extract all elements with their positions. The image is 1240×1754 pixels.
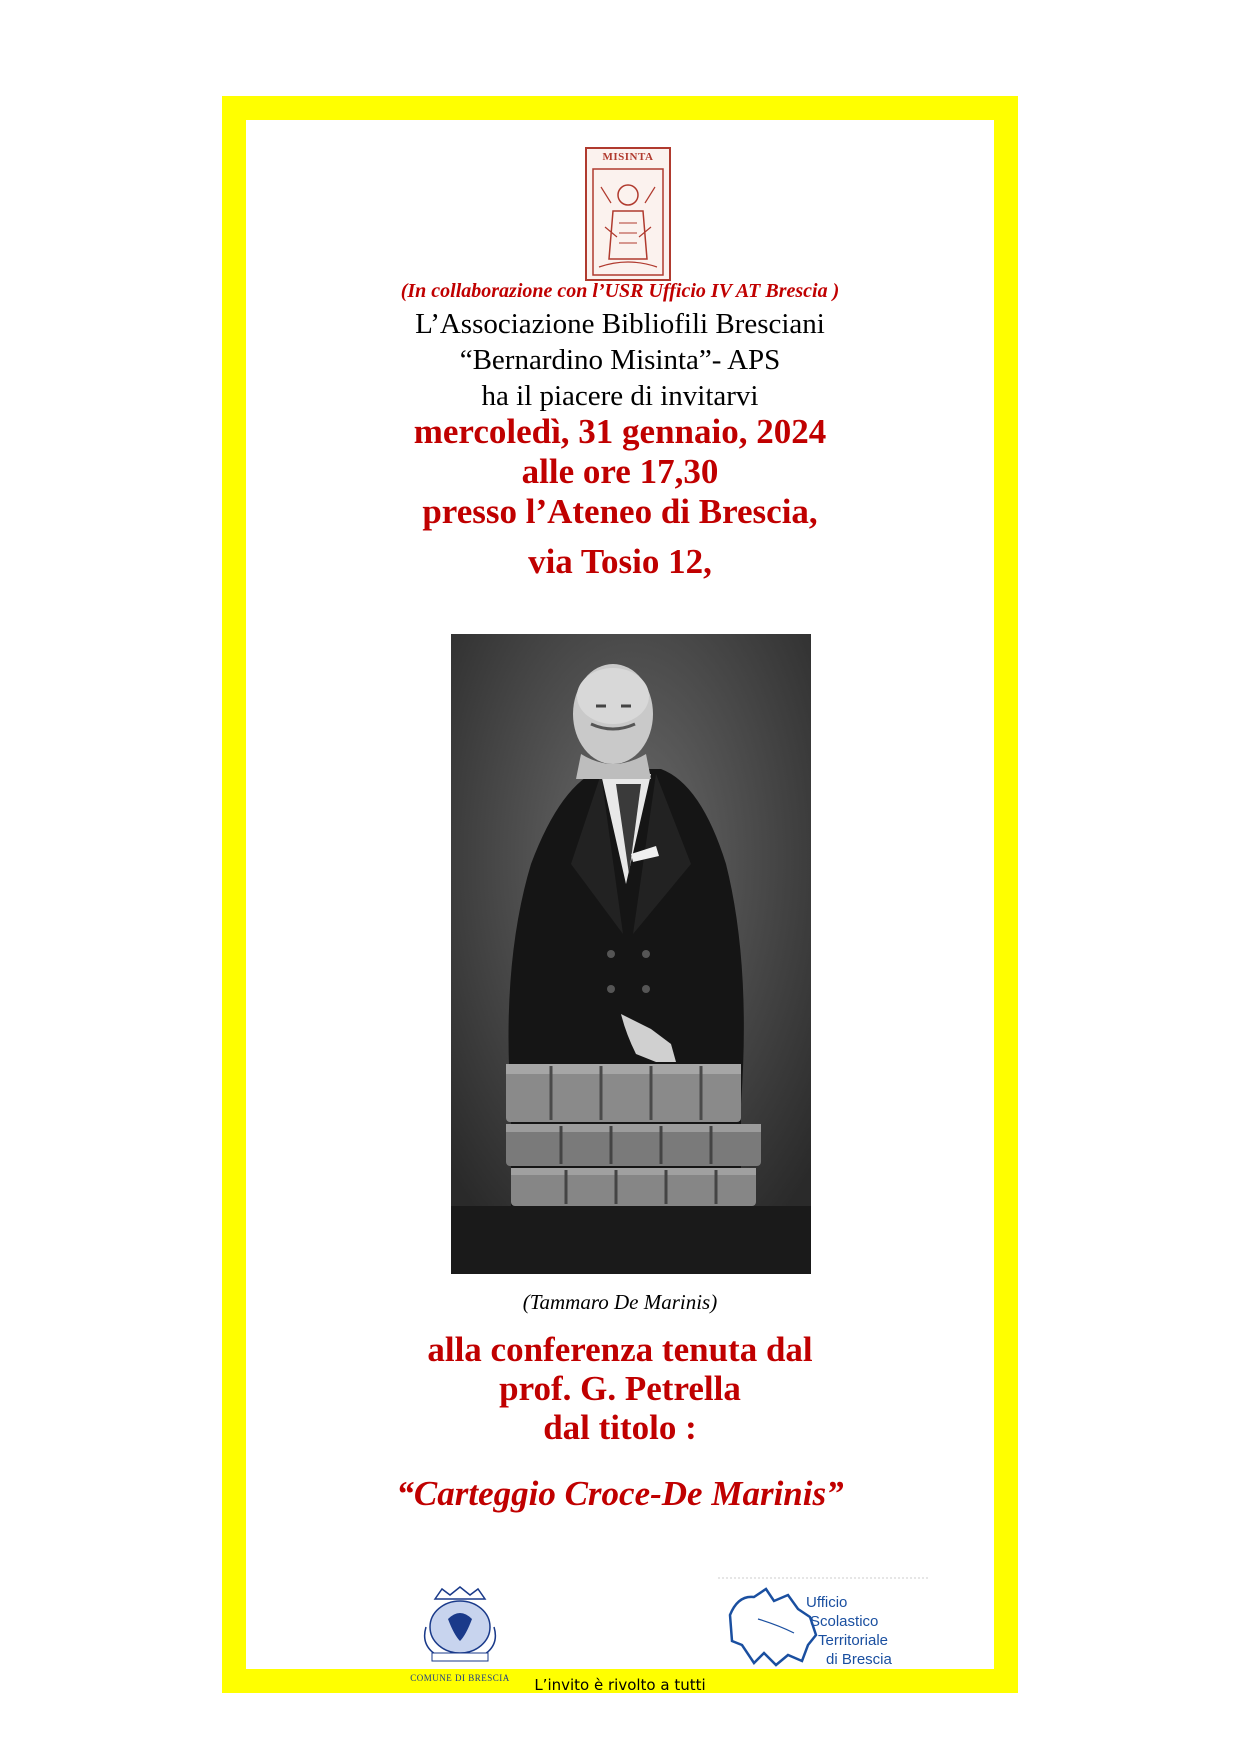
- ust-line-1: Ufficio: [806, 1594, 848, 1611]
- portrait-photo: [451, 634, 811, 1274]
- footer-note: L’invito è rivolto a tutti: [534, 1676, 706, 1694]
- portrait-illustration: [451, 634, 811, 1274]
- association-line-1: L’Associazione Bibliofili Bresciani: [415, 308, 825, 340]
- comune-di-brescia-logo: [380, 1583, 540, 1683]
- comune-crest-icon: [380, 1583, 540, 1673]
- misinta-logo: [585, 147, 671, 281]
- event-venue: presso l’Ateneo di Brescia,: [422, 492, 818, 531]
- event-date: mercoledì, 31 gennaio, 2024: [413, 412, 827, 451]
- ust-label: [806, 1593, 892, 1669]
- conference-line-2: prof. G. Petrella: [499, 1369, 741, 1408]
- misinta-logo-title: MISINTA: [602, 151, 654, 163]
- ufficio-scolastico-logo: [718, 1575, 934, 1675]
- association-line-3: ha il piacere di invitarvi: [481, 380, 759, 412]
- ust-line-2: Scolastico: [810, 1613, 879, 1630]
- misinta-woodcut-icon: [591, 167, 665, 277]
- association-line-2: “Bernardino Misinta”- APS: [459, 344, 781, 376]
- yellow-frame: [222, 96, 1018, 1693]
- conference-title: “Carteggio Croce-De Marinis”: [396, 1474, 844, 1513]
- photo-caption: (Tammaro De Marinis): [522, 1290, 718, 1314]
- ust-line-3: Territoriale: [818, 1632, 889, 1649]
- conference-line-1: alla conferenza tenuta dal: [427, 1330, 813, 1369]
- comune-label: COMUNE DI BRESCIA: [410, 1673, 510, 1683]
- collaboration-note: (In collaborazione con l’USR Ufficio IV AT Brescia ): [400, 280, 840, 302]
- event-time: alle ore 17,30: [521, 452, 719, 491]
- invitation-card: [246, 120, 994, 1683]
- ust-line-4: di Brescia: [826, 1651, 892, 1668]
- event-address: via Tosio 12,: [528, 542, 712, 581]
- conference-line-3: dal titolo :: [543, 1408, 697, 1447]
